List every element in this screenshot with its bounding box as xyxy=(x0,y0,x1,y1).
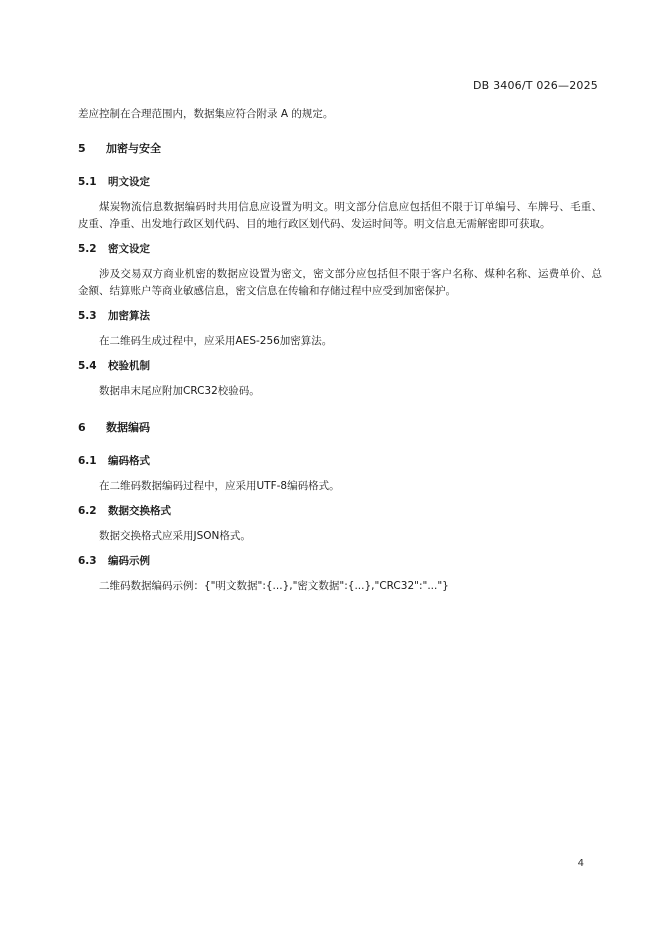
subsection-number: 5.4 xyxy=(78,360,97,372)
subsection-number: 5.1 xyxy=(78,176,97,188)
document-body xyxy=(78,106,602,595)
subsection-title: 编码示例 xyxy=(108,555,150,567)
subsection-5-4-text: 数据串末尾应附加CRC32校验码。 xyxy=(99,385,260,397)
section-5-heading xyxy=(78,140,602,157)
section-title: 数据编码 xyxy=(106,421,150,434)
section-number: 6 xyxy=(78,421,86,434)
subsection-title: 校验机制 xyxy=(108,360,150,372)
subsection-5-3-text: 在二维码生成过程中，应采用AES-256加密算法。 xyxy=(99,335,333,347)
subsection-title: 编码格式 xyxy=(108,455,150,467)
subsection-6-3-heading xyxy=(78,553,602,570)
subsection-number: 5.2 xyxy=(78,243,97,255)
page-number: 4 xyxy=(577,858,584,869)
subsection-title: 数据交换格式 xyxy=(108,505,171,517)
subsection-6-1-text: 在二维码数据编码过程中，应采用UTF-8编码格式。 xyxy=(99,480,340,492)
subsection-5-2-heading xyxy=(78,241,602,258)
section-number: 5 xyxy=(78,142,86,155)
subsection-5-2-text: 涉及交易双方商业机密的数据应设置为密文，密文部分应包括但不限于客户名称、煤种名称、运费单价、总金额、结算账户等商业敏感信息，密文信息在传输和存储过程中应受到加密保护。 xyxy=(78,268,602,297)
subsection-6-3-text: 二维码数据编码示例：{"明文数据":{...},"密文数据":{...},"CRC32":"..."} xyxy=(99,580,449,592)
subsection-5-1-heading xyxy=(78,174,602,191)
subsection-number: 6.2 xyxy=(78,505,97,517)
subsection-5-4-heading xyxy=(78,358,602,375)
subsection-number: 6.1 xyxy=(78,455,97,467)
subsection-number: 6.3 xyxy=(78,555,97,567)
subsection-6-2-heading xyxy=(78,503,602,520)
subsection-title: 密文设定 xyxy=(108,243,150,255)
subsection-number: 5.3 xyxy=(78,310,97,322)
section-6-heading xyxy=(78,419,602,436)
subsection-5-1-text: 煤炭物流信息数据编码时共用信息应设置为明文。明文部分信息应包括但不限于订单编号、车牌号、毛重、皮重、净重、出发地行政区划代码、目的地行政区划代码、发运时间等。明文信息无需解密即可获取。 xyxy=(78,201,602,230)
document-code: DB 3406/T 026—2025 xyxy=(472,79,598,92)
subsection-5-3-heading xyxy=(78,308,602,325)
subsection-title: 明文设定 xyxy=(108,176,150,188)
subsection-6-1-heading xyxy=(78,453,602,470)
subsection-6-2-text: 数据交换格式应采用JSON格式。 xyxy=(99,530,251,542)
subsection-title: 加密算法 xyxy=(108,310,150,322)
section-title: 加密与安全 xyxy=(106,142,161,155)
intro-paragraph: 差应控制在合理范围内，数据集应符合附录 A 的规定。 xyxy=(78,108,334,120)
